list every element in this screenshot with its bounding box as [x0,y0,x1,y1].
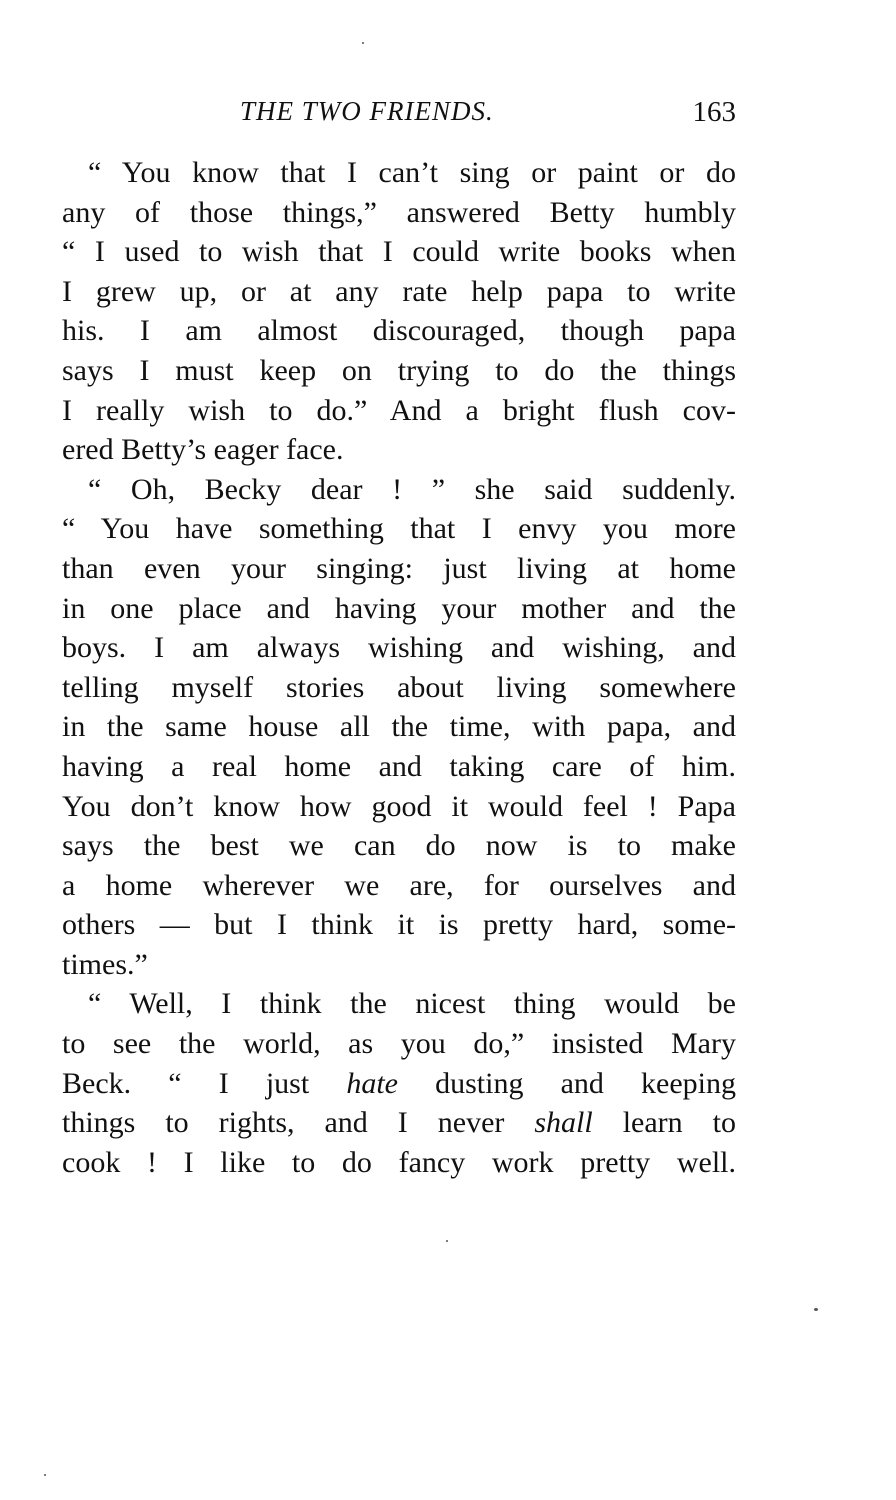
paper-speck [44,1474,46,1476]
text-line: boys. I am always wishing and wishing, and [62,631,736,665]
text-line: any of those things,” answered Betty humbly [62,195,736,229]
text-line: in the same house all the time, with papa, and [62,710,736,744]
text-line: I really wish to do.” And a bright flush cov- [62,393,736,427]
running-head: THE TWO FRIENDS. [240,96,494,126]
text-segment: learn to [592,1106,736,1140]
text-line: in one place and having your mother and the [62,591,736,625]
text-line: his. I am almost discouraged, though papa [62,314,736,348]
text-segment: things to rights, and I never [62,1106,535,1140]
text-line: “ You know that I can’t sing or paint or do [88,156,736,189]
paper-speck [362,42,364,44]
paper-speck [814,1308,818,1311]
text-segment: dusting and keeping [397,1066,736,1100]
text-line: others — but I think it is pretty hard, some- [62,908,736,942]
page-number: 163 [692,96,736,128]
text-line: a home wherever we are, for ourselves and [62,868,736,902]
italic-emphasis: hate [346,1066,398,1100]
text-line: having a real home and taking care of him. [62,749,736,783]
page-header [62,96,736,136]
text-line [62,1103,736,1143]
text-line: “ Well, I think the nicest thing would be [88,987,736,1021]
text-line [62,1064,736,1104]
text-line: You don’t know how good it would feel ! Papa [62,789,736,823]
body-text [62,153,736,1182]
text-line: I grew up, or at any rate help papa to write [62,274,736,308]
paper-speck [446,1240,448,1242]
text-segment: Beck. “ I just [62,1066,347,1100]
text-line: times.” [62,947,148,981]
text-line: than even your singing: just living at home [62,551,736,585]
text-line: ered Betty’s eager face. [62,433,344,467]
text-line: telling myself stories about living somewhere [62,670,736,704]
text-line: “ I used to wish that I could write books when [62,235,736,269]
text-line: to see the world, as you do,” insisted Mary [62,1027,736,1061]
text-line: “ You have something that I envy you more [62,512,736,546]
text-line: “ Oh, Becky dear ! ” she said suddenly. [88,472,736,506]
text-line: cook ! I like to do fancy work pretty well. [62,1145,736,1179]
italic-emphasis: shall [534,1106,593,1140]
text-line: says the best we can do now is to make [62,829,736,863]
text-line: says I must keep on trying to do the things [62,353,736,387]
